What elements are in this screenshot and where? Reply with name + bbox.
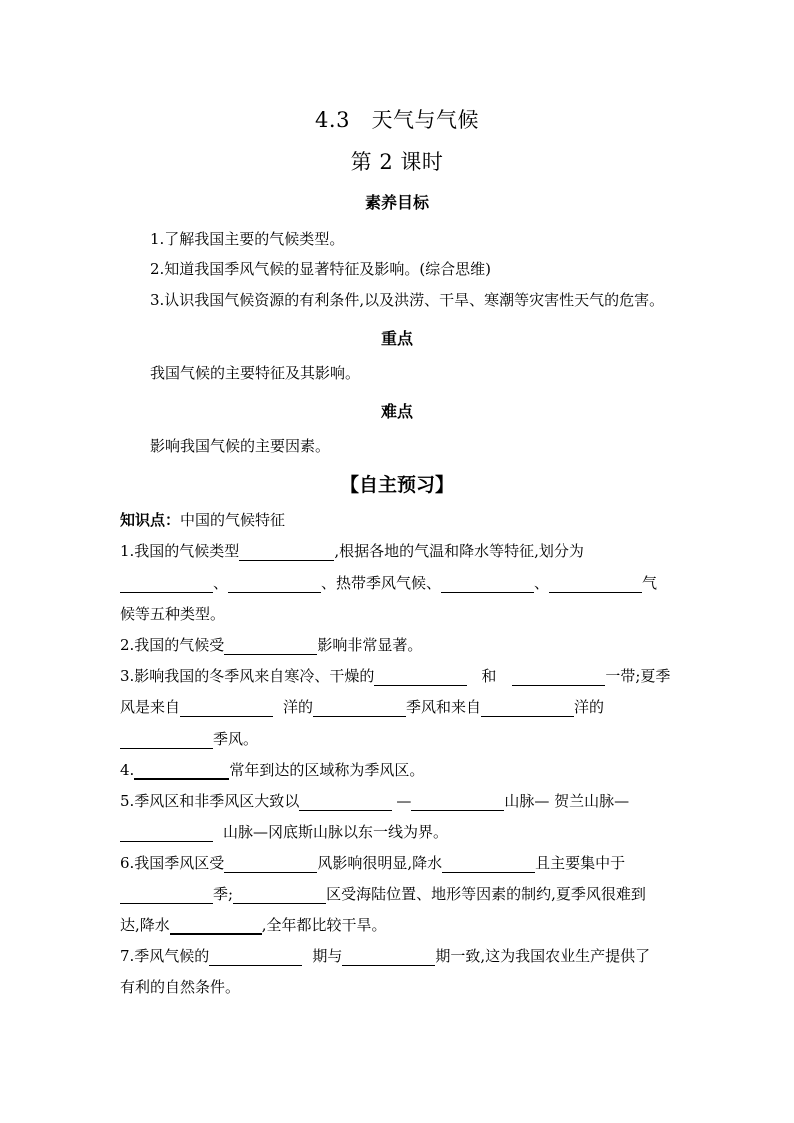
question-text: 山脉— 贺兰山脉— xyxy=(504,792,630,810)
question-text: 7.季风气候的 xyxy=(120,947,210,965)
question-3-line-1 xyxy=(120,665,676,686)
question-5-line-2 xyxy=(120,821,676,842)
answer-blank[interactable] xyxy=(209,948,302,966)
answer-blank[interactable] xyxy=(224,855,317,873)
question-7-line-2: 有利的自然条件。 xyxy=(120,978,241,996)
difficulty-text: 影响我国气候的主要因素。 xyxy=(150,437,331,455)
question-text: 风影响很明显,降水 xyxy=(317,854,443,872)
key-point-heading: 重点 xyxy=(380,329,413,348)
answer-blank[interactable] xyxy=(411,793,504,811)
question-text: 6.我国季风区受 xyxy=(120,854,225,872)
question-1-line-3: 候等五种类型。 xyxy=(120,605,226,623)
answer-blank[interactable] xyxy=(239,543,334,561)
question-text: — xyxy=(396,792,412,810)
answer-blank[interactable] xyxy=(374,668,467,686)
question-text: 、热带季风气候、 xyxy=(321,574,442,592)
question-5-line-1 xyxy=(120,790,676,811)
question-text: 季风。 xyxy=(213,730,259,748)
question-text: 且主要集中于 xyxy=(535,854,626,872)
question-6-line-1 xyxy=(120,852,676,873)
question-6-line-2 xyxy=(120,883,676,904)
knowledge-point xyxy=(120,509,676,530)
question-text: 达,降水 xyxy=(120,916,170,934)
answer-blank[interactable] xyxy=(180,699,273,717)
question-text: 和 xyxy=(481,667,497,685)
answer-blank[interactable] xyxy=(120,575,213,593)
answer-blank[interactable] xyxy=(481,699,574,717)
question-4 xyxy=(120,759,676,780)
question-7-line-1 xyxy=(120,945,676,966)
question-2 xyxy=(120,634,676,655)
answer-blank[interactable] xyxy=(441,575,534,593)
answer-blank[interactable] xyxy=(313,699,406,717)
question-text: ,根据各地的气温和降水等特征,划分为 xyxy=(334,542,584,560)
question-text: 山脉—冈底斯山脉以东一线为界。 xyxy=(223,823,449,841)
question-text: 季风和来自 xyxy=(406,698,482,716)
answer-blank[interactable] xyxy=(442,855,535,873)
answer-blank[interactable] xyxy=(120,824,213,842)
answer-blank[interactable] xyxy=(120,731,213,749)
preview-heading: 【自主预习】 xyxy=(339,474,454,496)
goal-item-2: 2.知道我国季风气候的显著特征及影响。(综合思维) xyxy=(150,260,492,278)
lesson-title: 4.3 天气与气候 xyxy=(315,108,479,132)
question-text: 、 xyxy=(534,574,550,592)
knowledge-topic: 中国的气候特征 xyxy=(180,511,286,529)
question-text: 一带;夏季 xyxy=(605,667,671,685)
question-text: 常年到达的区域称为季风区。 xyxy=(229,761,425,779)
question-text: 3.影响我国的冬季风来自寒冷、干燥的 xyxy=(120,667,375,685)
question-1-line-1 xyxy=(120,540,676,561)
question-text: 5.季风区和非季风区大致以 xyxy=(120,792,300,810)
question-text: 2.我国的气候受 xyxy=(120,636,225,654)
question-text: ,全年都比较干旱。 xyxy=(261,916,387,934)
knowledge-label: 知识点： xyxy=(120,511,181,529)
question-text: 区受海陆位置、地形等因素的制约,夏季风很难到 xyxy=(326,885,646,903)
question-text: 4. xyxy=(120,761,135,779)
question-3-line-2 xyxy=(120,696,676,717)
goal-item-1: 1.了解我国主要的气候类型。 xyxy=(150,230,345,248)
difficulty-heading: 难点 xyxy=(380,402,413,421)
answer-blank[interactable] xyxy=(549,575,642,593)
answer-blank[interactable] xyxy=(233,886,326,904)
question-1-line-2 xyxy=(120,572,676,593)
question-text: 气 xyxy=(642,574,658,592)
question-text: 洋的 xyxy=(574,698,605,716)
goal-item-3: 3.认识我国气候资源的有利条件,以及洪涝、干旱、寒潮等灾害性天气的危害。 xyxy=(150,291,665,309)
question-text: 风是来自 xyxy=(120,698,181,716)
goals-heading: 素养目标 xyxy=(364,193,429,212)
answer-blank[interactable] xyxy=(342,948,435,966)
question-text: 期一致,这为我国农业生产提供了 xyxy=(435,947,651,965)
answer-blank[interactable] xyxy=(299,793,392,811)
question-3-line-3 xyxy=(120,728,676,749)
answer-blank[interactable] xyxy=(224,637,317,655)
question-text: 洋的 xyxy=(283,698,314,716)
question-text: 期与 xyxy=(312,947,343,965)
question-6-line-3 xyxy=(120,914,676,935)
answer-blank[interactable] xyxy=(228,575,321,593)
answer-blank[interactable] xyxy=(170,916,262,935)
lesson-period: 第 2 课时 xyxy=(350,150,444,174)
question-text: 季; xyxy=(213,885,234,903)
key-point-text: 我国气候的主要特征及其影响。 xyxy=(150,364,361,382)
question-text: 、 xyxy=(213,574,229,592)
answer-blank[interactable] xyxy=(512,668,605,686)
answer-blank[interactable] xyxy=(134,761,229,780)
answer-blank[interactable] xyxy=(120,886,213,904)
question-text: 影响非常显著。 xyxy=(317,636,423,654)
question-text: 1.我国的气候类型 xyxy=(120,542,240,560)
